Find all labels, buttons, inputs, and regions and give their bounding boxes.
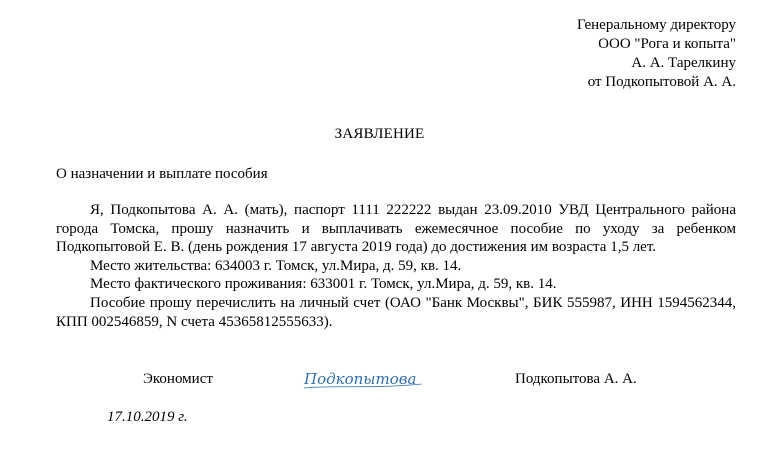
paragraph-residence: Место жительства: 634003 г. Томск, ул.Мира, д. 59, кв. 14.	[90, 257, 462, 274]
paragraph-payment-details: Пособие прошу перечислить на личный счет (ОАО "Банк Москвы", БИК 555987, ИНН 1594562344, КПП 002546859, N счета 45365812555633).	[56, 294, 736, 330]
signature-script: Подкопытова	[304, 370, 417, 388]
paragraph-request: Я, Подкопытова А. А. (мать), паспорт 1111 222222 выдан 23.09.2010 УВД Центрального района города Томска, прошу назначить и выплачивать ежемесячное пособие по уходу за ребенком Подкопытовой Е. В. (день рождения 17 августа 2019 года) до достижения им возраста 1,5 лет.	[56, 202, 736, 256]
paragraph-actual-residence: Место фактического проживания: 633001 г. Томск, ул.Мира, д. 59, кв. 14.	[90, 276, 557, 293]
addressee-line-position: Генеральному директору	[576, 17, 736, 33]
document-title: ЗАЯВЛЕНИЕ	[334, 126, 425, 142]
addressee-block	[577, 16, 736, 92]
document-subject: О назначении и выплате пособия	[56, 166, 268, 182]
addressee-line-name: А. А. Тарелкину	[631, 55, 736, 71]
signer-position: Экономист	[143, 371, 213, 387]
addressee-line-from: от Подкопытовой А. А.	[587, 74, 736, 90]
document-body	[56, 201, 736, 331]
addressee-line-company: ООО "Рога и копыта"	[598, 36, 736, 52]
signature-row	[0, 369, 759, 393]
handwritten-signature	[300, 367, 430, 393]
document-date: 17.10.2019 г.	[107, 409, 188, 425]
signer-name: Подкопытова А. А.	[515, 371, 637, 387]
signature-image	[300, 367, 430, 393]
